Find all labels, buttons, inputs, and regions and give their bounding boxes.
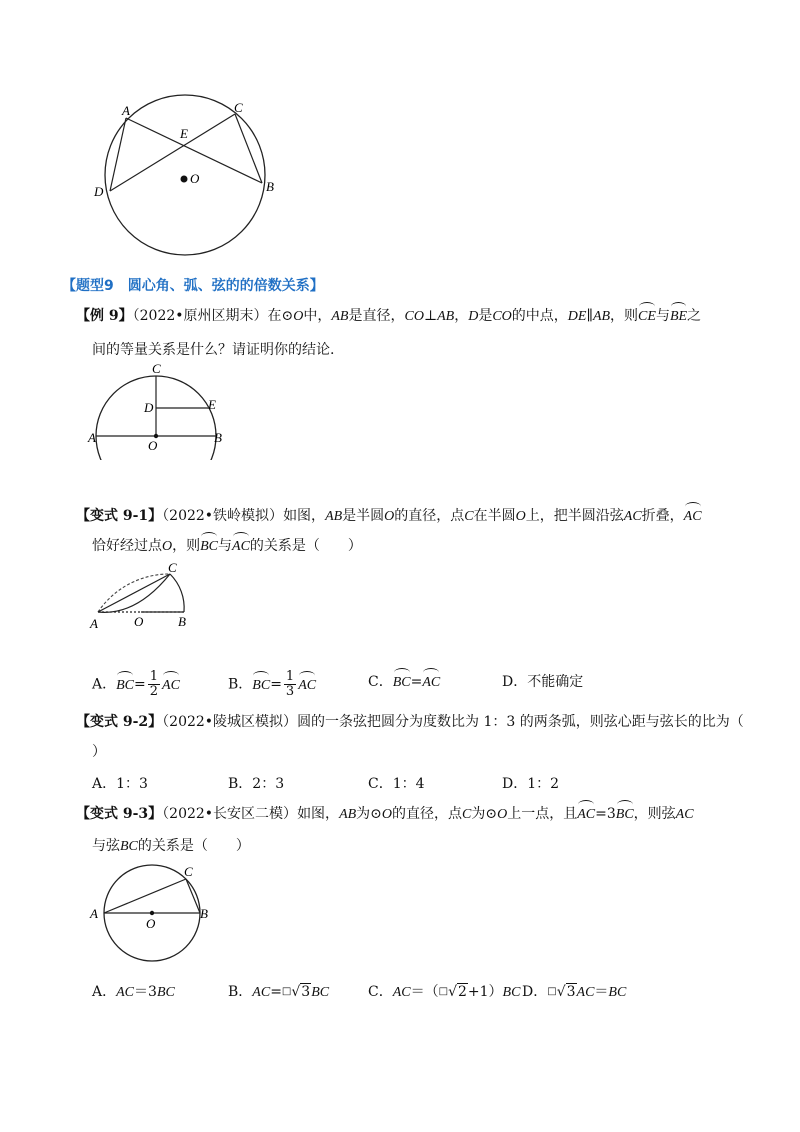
- svg-text:B: B: [214, 430, 222, 445]
- svg-text:E: E: [208, 397, 216, 412]
- example-9-line2: 间的等量关系是什么？请证明你的结论.: [92, 342, 335, 358]
- variant-9-3-line1: 【变式 9-3】（2022•长安区二模）如图，AB为⊙O的直径，点C为⊙O上一点，且AC=3BC，则弦AC: [76, 804, 694, 825]
- variant-9-2-option-A[interactable]: A．1：3: [92, 776, 148, 792]
- variant-9-3-option-B[interactable]: B．AC=□√3BC: [228, 984, 330, 1000]
- variant-9-1-option-A[interactable]: A．BC= $\frac{1}{2}$ AC: [92, 669, 180, 699]
- variant-9-1-line2: 恰好经过点O，则BC与AC的关系是（ ）: [92, 536, 362, 557]
- variant-9-2-option-B[interactable]: B．2：3: [228, 776, 285, 792]
- svg-text:C: C: [152, 361, 161, 376]
- example-9-tag: 【例 9】: [76, 308, 133, 324]
- variant-9-1-option-D[interactable]: D．不能确定: [502, 674, 584, 690]
- figure-circle-chords: [80, 90, 300, 265]
- section-heading-9: 【题型9 圆心角、弧、弦的的倍数关系】: [62, 278, 324, 294]
- variant-9-1-option-B[interactable]: B．BC= $\frac{1}{3}$ AC: [228, 669, 317, 699]
- example-9-line1: 【例 9】（2022•原州区期末）在⊙O中，AB是直径，CO⊥AB，D是CO的中点，DE∥AB，则CE与BE之: [76, 306, 701, 327]
- svg-text:C: C: [184, 864, 193, 879]
- variant-9-1-option-C[interactable]: C．BC=AC: [368, 672, 440, 693]
- figure-semicircle-fold: [86, 560, 206, 632]
- svg-text:A: A: [88, 430, 96, 445]
- svg-text:A: A: [90, 616, 98, 631]
- svg-text:A: A: [90, 906, 98, 921]
- variant-9-2-line1: 【变式 9-2】（2022•陵城区模拟）圆的一条弦把圆分为度数比为 1：3 的两条弧，则弦心距与弦长的比为（: [76, 714, 744, 730]
- svg-text:O: O: [134, 614, 144, 629]
- variant-9-3-option-C[interactable]: C．AC＝（□√2+1）BC: [368, 984, 521, 1000]
- figure-circle-perpendicular: [86, 360, 236, 460]
- variant-9-3-line2: 与弦BC的关系是（ ）: [92, 838, 250, 854]
- label-O: O: [190, 171, 200, 186]
- label-C: C: [234, 100, 243, 115]
- variant-9-3-option-D[interactable]: D．□√3AC＝BC: [522, 984, 627, 1000]
- svg-text:B: B: [178, 614, 186, 629]
- svg-text:O: O: [148, 438, 158, 453]
- svg-text:D: D: [144, 400, 154, 415]
- variant-9-3-option-A[interactable]: A．AC＝3BC: [92, 984, 175, 1000]
- variant-9-2-option-C[interactable]: C．1：4: [368, 776, 425, 792]
- svg-text:C: C: [168, 560, 177, 575]
- label-A: A: [122, 103, 130, 118]
- label-D: D: [94, 184, 104, 199]
- svg-text:B: B: [200, 906, 208, 921]
- label-E: E: [180, 126, 188, 141]
- variant-9-2-option-D[interactable]: D．1：2: [502, 776, 560, 792]
- svg-text:O: O: [146, 916, 156, 931]
- variant-9-2-line2: ）: [92, 744, 106, 760]
- figure-circle-diameter: [86, 860, 216, 970]
- label-B: B: [266, 179, 274, 194]
- variant-9-1-line1: 【变式 9-1】（2022•铁岭模拟）如图，AB是半圆O的直径，点C在半圆O上，把半圆沿弦AC折叠，AC: [76, 506, 702, 527]
